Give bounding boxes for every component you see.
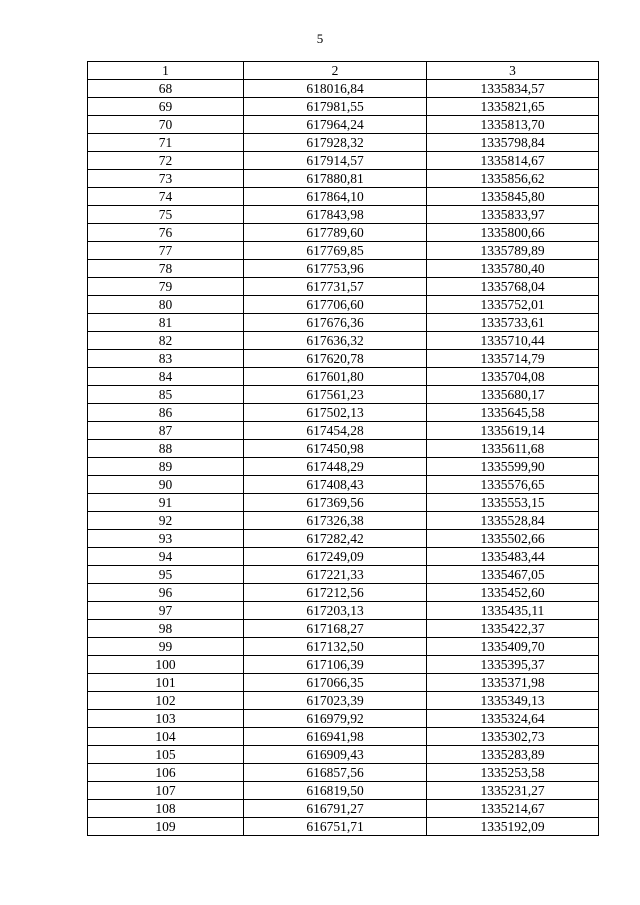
x-coordinate-cell: 617964,24 <box>244 116 427 134</box>
table-row <box>88 206 599 224</box>
point-number-cell: 90 <box>88 476 244 494</box>
x-coordinate-cell: 617706,60 <box>244 296 427 314</box>
y-coordinate-cell: 1335553,15 <box>427 494 599 512</box>
x-coordinate-cell: 617168,27 <box>244 620 427 638</box>
point-number-cell: 89 <box>88 458 244 476</box>
point-number-cell: 79 <box>88 278 244 296</box>
point-number-cell: 100 <box>88 656 244 674</box>
point-number-cell: 78 <box>88 260 244 278</box>
y-coordinate-cell: 1335645,58 <box>427 404 599 422</box>
x-coordinate-cell: 617249,09 <box>244 548 427 566</box>
x-coordinate-cell: 617769,85 <box>244 242 427 260</box>
point-number-cell: 85 <box>88 386 244 404</box>
table-row <box>88 656 599 674</box>
y-coordinate-cell: 1335502,66 <box>427 530 599 548</box>
point-number-cell: 103 <box>88 710 244 728</box>
table-row <box>88 170 599 188</box>
y-coordinate-cell: 1335528,84 <box>427 512 599 530</box>
table-row <box>88 116 599 134</box>
x-coordinate-cell: 617914,57 <box>244 152 427 170</box>
y-coordinate-cell: 1335576,65 <box>427 476 599 494</box>
y-coordinate-cell: 1335435,11 <box>427 602 599 620</box>
table-row <box>88 188 599 206</box>
y-coordinate-cell: 1335856,62 <box>427 170 599 188</box>
point-number-cell: 80 <box>88 296 244 314</box>
y-coordinate-cell: 1335467,05 <box>427 566 599 584</box>
page-number: 5 <box>316 31 324 46</box>
y-coordinate-cell: 1335833,97 <box>427 206 599 224</box>
table-row <box>88 728 599 746</box>
point-number-cell: 88 <box>88 440 244 458</box>
y-coordinate-cell: 1335714,79 <box>427 350 599 368</box>
point-number-cell: 96 <box>88 584 244 602</box>
header-row <box>88 62 599 80</box>
table-row <box>88 404 599 422</box>
x-coordinate-cell: 617601,80 <box>244 368 427 386</box>
y-coordinate-cell: 1335813,70 <box>427 116 599 134</box>
y-coordinate-cell: 1335619,14 <box>427 422 599 440</box>
table-row <box>88 260 599 278</box>
point-number-cell: 87 <box>88 422 244 440</box>
table-row <box>88 764 599 782</box>
y-coordinate-cell: 1335192,09 <box>427 818 599 836</box>
x-coordinate-cell: 617221,33 <box>244 566 427 584</box>
x-coordinate-cell: 618016,84 <box>244 80 427 98</box>
x-coordinate-cell: 617731,57 <box>244 278 427 296</box>
x-coordinate-cell: 617282,42 <box>244 530 427 548</box>
y-coordinate-cell: 1335452,60 <box>427 584 599 602</box>
x-coordinate-cell: 617880,81 <box>244 170 427 188</box>
table-row <box>88 332 599 350</box>
point-number-cell: 98 <box>88 620 244 638</box>
x-coordinate-cell: 617502,13 <box>244 404 427 422</box>
table-row <box>88 674 599 692</box>
point-number-cell: 73 <box>88 170 244 188</box>
y-coordinate-cell: 1335324,64 <box>427 710 599 728</box>
table-row <box>88 494 599 512</box>
table-row <box>88 818 599 836</box>
table-row <box>88 368 599 386</box>
table-header <box>88 62 599 80</box>
y-coordinate-cell: 1335253,58 <box>427 764 599 782</box>
table-row <box>88 710 599 728</box>
y-coordinate-cell: 1335349,13 <box>427 692 599 710</box>
point-number-cell: 104 <box>88 728 244 746</box>
table-row <box>88 458 599 476</box>
y-coordinate-cell: 1335834,57 <box>427 80 599 98</box>
point-number-cell: 95 <box>88 566 244 584</box>
table-row <box>88 422 599 440</box>
y-coordinate-cell: 1335302,73 <box>427 728 599 746</box>
point-number-cell: 101 <box>88 674 244 692</box>
y-coordinate-cell: 1335733,61 <box>427 314 599 332</box>
table-row <box>88 314 599 332</box>
table-row <box>88 152 599 170</box>
x-coordinate-cell: 616979,92 <box>244 710 427 728</box>
y-coordinate-cell: 1335680,17 <box>427 386 599 404</box>
x-coordinate-cell: 617789,60 <box>244 224 427 242</box>
y-coordinate-cell: 1335768,04 <box>427 278 599 296</box>
column-header-x-coordinate: 2 <box>244 62 427 80</box>
point-number-cell: 68 <box>88 80 244 98</box>
y-coordinate-cell: 1335789,89 <box>427 242 599 260</box>
table-row <box>88 548 599 566</box>
point-number-cell: 81 <box>88 314 244 332</box>
y-coordinate-cell: 1335752,01 <box>427 296 599 314</box>
x-coordinate-cell: 617620,78 <box>244 350 427 368</box>
point-number-cell: 71 <box>88 134 244 152</box>
y-coordinate-cell: 1335599,90 <box>427 458 599 476</box>
point-number-cell: 91 <box>88 494 244 512</box>
y-coordinate-cell: 1335483,44 <box>427 548 599 566</box>
point-number-cell: 106 <box>88 764 244 782</box>
point-number-cell: 82 <box>88 332 244 350</box>
x-coordinate-cell: 617561,23 <box>244 386 427 404</box>
x-coordinate-cell: 616791,27 <box>244 800 427 818</box>
x-coordinate-cell: 617928,32 <box>244 134 427 152</box>
y-coordinate-cell: 1335710,44 <box>427 332 599 350</box>
y-coordinate-cell: 1335814,67 <box>427 152 599 170</box>
y-coordinate-cell: 1335422,37 <box>427 620 599 638</box>
x-coordinate-cell: 617203,13 <box>244 602 427 620</box>
x-coordinate-cell: 617448,29 <box>244 458 427 476</box>
table-row <box>88 242 599 260</box>
table-row <box>88 98 599 116</box>
point-number-cell: 84 <box>88 368 244 386</box>
table-row <box>88 80 599 98</box>
point-number-cell: 108 <box>88 800 244 818</box>
x-coordinate-cell: 616751,71 <box>244 818 427 836</box>
x-coordinate-cell: 616857,56 <box>244 764 427 782</box>
coordinates-table <box>87 61 599 836</box>
x-coordinate-cell: 617408,43 <box>244 476 427 494</box>
x-coordinate-cell: 617843,98 <box>244 206 427 224</box>
table-row <box>88 566 599 584</box>
table-row <box>88 224 599 242</box>
table-row <box>88 800 599 818</box>
point-number-cell: 102 <box>88 692 244 710</box>
table-row <box>88 692 599 710</box>
table-row <box>88 278 599 296</box>
table-row <box>88 386 599 404</box>
x-coordinate-cell: 617981,55 <box>244 98 427 116</box>
y-coordinate-cell: 1335395,37 <box>427 656 599 674</box>
y-coordinate-cell: 1335780,40 <box>427 260 599 278</box>
x-coordinate-cell: 617369,56 <box>244 494 427 512</box>
x-coordinate-cell: 617066,35 <box>244 674 427 692</box>
point-number-cell: 77 <box>88 242 244 260</box>
point-number-cell: 105 <box>88 746 244 764</box>
table-row <box>88 476 599 494</box>
table-row <box>88 440 599 458</box>
x-coordinate-cell: 616819,50 <box>244 782 427 800</box>
point-number-cell: 75 <box>88 206 244 224</box>
point-number-cell: 97 <box>88 602 244 620</box>
x-coordinate-cell: 616941,98 <box>244 728 427 746</box>
y-coordinate-cell: 1335611,68 <box>427 440 599 458</box>
point-number-cell: 109 <box>88 818 244 836</box>
table-row <box>88 638 599 656</box>
point-number-cell: 93 <box>88 530 244 548</box>
x-coordinate-cell: 617132,50 <box>244 638 427 656</box>
point-number-cell: 72 <box>88 152 244 170</box>
point-number-cell: 107 <box>88 782 244 800</box>
x-coordinate-cell: 616909,43 <box>244 746 427 764</box>
table-row <box>88 782 599 800</box>
table-row <box>88 134 599 152</box>
x-coordinate-cell: 617753,96 <box>244 260 427 278</box>
table-row <box>88 620 599 638</box>
y-coordinate-cell: 1335798,84 <box>427 134 599 152</box>
table-row <box>88 296 599 314</box>
y-coordinate-cell: 1335214,67 <box>427 800 599 818</box>
y-coordinate-cell: 1335704,08 <box>427 368 599 386</box>
table-row <box>88 512 599 530</box>
y-coordinate-cell: 1335283,89 <box>427 746 599 764</box>
y-coordinate-cell: 1335845,80 <box>427 188 599 206</box>
x-coordinate-cell: 617212,56 <box>244 584 427 602</box>
y-coordinate-cell: 1335231,27 <box>427 782 599 800</box>
table-row <box>88 602 599 620</box>
column-header-y-coordinate: 3 <box>427 62 599 80</box>
table-body <box>88 80 599 836</box>
point-number-cell: 99 <box>88 638 244 656</box>
point-number-cell: 70 <box>88 116 244 134</box>
x-coordinate-cell: 617450,98 <box>244 440 427 458</box>
point-number-cell: 94 <box>88 548 244 566</box>
table-row <box>88 746 599 764</box>
point-number-cell: 83 <box>88 350 244 368</box>
point-number-cell: 74 <box>88 188 244 206</box>
x-coordinate-cell: 617106,39 <box>244 656 427 674</box>
point-number-cell: 76 <box>88 224 244 242</box>
y-coordinate-cell: 1335371,98 <box>427 674 599 692</box>
table-row <box>88 584 599 602</box>
table-row <box>88 530 599 548</box>
table-row <box>88 350 599 368</box>
x-coordinate-cell: 617023,39 <box>244 692 427 710</box>
column-header-point-number: 1 <box>88 62 244 80</box>
point-number-cell: 69 <box>88 98 244 116</box>
y-coordinate-cell: 1335800,66 <box>427 224 599 242</box>
x-coordinate-cell: 617454,28 <box>244 422 427 440</box>
y-coordinate-cell: 1335409,70 <box>427 638 599 656</box>
x-coordinate-cell: 617326,38 <box>244 512 427 530</box>
point-number-cell: 86 <box>88 404 244 422</box>
x-coordinate-cell: 617636,32 <box>244 332 427 350</box>
x-coordinate-cell: 617676,36 <box>244 314 427 332</box>
y-coordinate-cell: 1335821,65 <box>427 98 599 116</box>
point-number-cell: 92 <box>88 512 244 530</box>
x-coordinate-cell: 617864,10 <box>244 188 427 206</box>
